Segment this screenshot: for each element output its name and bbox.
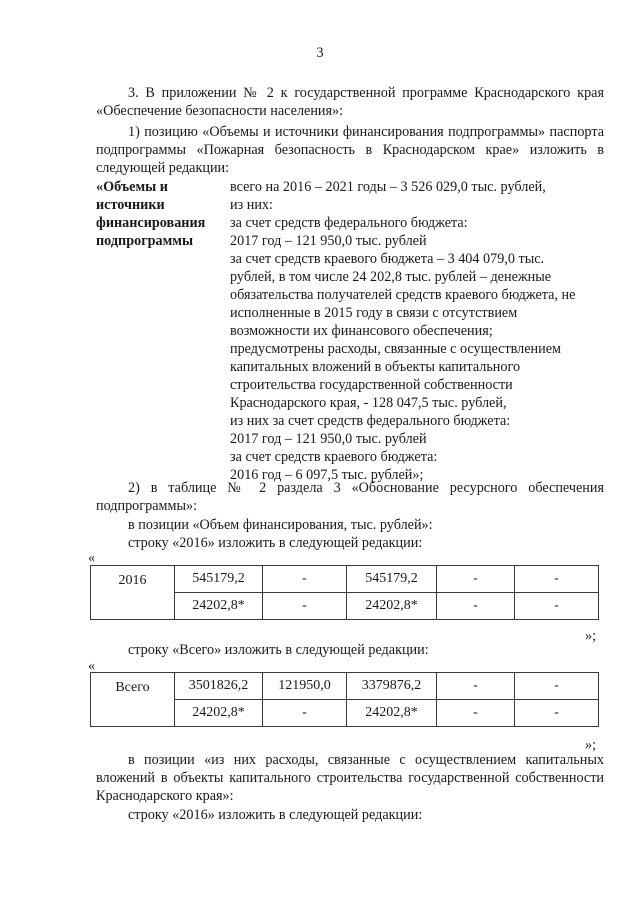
open-quote: « bbox=[88, 550, 96, 566]
item2-paragraph: 2) в таблице № 2 раздела 3 «Обоснование ресурсного обеспечения подпрограммы»: bbox=[96, 480, 604, 514]
intro-paragraph: 3. В приложении № 2 к государственной программе Краснодарского края «Обеспечение безопасности населения»: bbox=[96, 85, 604, 119]
table-row bbox=[91, 566, 599, 593]
table-total bbox=[90, 672, 599, 727]
funding-value-line: рублей, в том числе 24 202,8 тыс. рублей – денежные bbox=[230, 269, 552, 285]
funding-value-line: из них: bbox=[230, 197, 273, 213]
table-cell: Всего bbox=[91, 673, 175, 727]
table-cell: - bbox=[515, 673, 599, 700]
table-cell: - bbox=[263, 593, 347, 620]
table-cell: - bbox=[515, 566, 599, 593]
table-cell: - bbox=[437, 700, 515, 727]
funding-value-line: всего на 2016 – 2021 годы – 3 526 029,0 тыс. рублей, bbox=[230, 179, 546, 195]
table-row bbox=[91, 673, 599, 700]
funding-label bbox=[96, 178, 226, 250]
table-cell: - bbox=[437, 566, 515, 593]
table-cell: 545179,2 bbox=[347, 566, 437, 593]
table-cell: 121950,0 bbox=[263, 673, 347, 700]
table-cell: 24202,8* bbox=[175, 700, 263, 727]
funding-value-line: за счет средств федерального бюджета: bbox=[230, 215, 468, 231]
table-cell: 24202,8* bbox=[347, 700, 437, 727]
page-number: 3 bbox=[316, 45, 324, 61]
funding-label-line: «Объемы и bbox=[96, 179, 168, 195]
funding-value-line: предусмотрены расходы, связанные с осуществлением bbox=[230, 341, 562, 357]
table-cell: - bbox=[437, 593, 515, 620]
table-cell: 3379876,2 bbox=[347, 673, 437, 700]
funding-value-line: строительства государственной собственности bbox=[230, 377, 513, 393]
funding-label-line: подпрограммы bbox=[96, 233, 194, 249]
table-cell: - bbox=[437, 673, 515, 700]
table-cell: 24202,8* bbox=[347, 593, 437, 620]
funding-value-line: возможности их финансового обеспечения; bbox=[230, 323, 493, 339]
table-cell: 24202,8* bbox=[175, 593, 263, 620]
funding-value-line: за счет средств краевого бюджета: bbox=[230, 449, 438, 465]
funding-label-line: финансирования bbox=[96, 215, 206, 231]
table-2016 bbox=[90, 565, 599, 620]
funding-value-line: капитальных вложений в объекты капитального bbox=[230, 359, 521, 375]
total-instruction: строку «Всего» изложить в следующей редакции: bbox=[128, 642, 429, 658]
table-cell: 545179,2 bbox=[175, 566, 263, 593]
funding-value-line: Краснодарского края, - 128 047,5 тыс. рублей, bbox=[230, 395, 507, 411]
item1-paragraph: 1) позицию «Объемы и источники финансирования подпрограммы» паспорта подпрограммы «Пожарная безопасность в Краснодарском крае» изложить в следующей редакции: bbox=[96, 124, 604, 176]
open-quote: « bbox=[88, 658, 96, 674]
funding-value-line: 2017 год – 121 950,0 тыс. рублей bbox=[230, 233, 427, 249]
table-cell: - bbox=[515, 700, 599, 727]
table-cell: - bbox=[263, 566, 347, 593]
funding-value-line: из них за счет средств федерального бюджета: bbox=[230, 413, 511, 429]
row2016-instruction-2: строку «2016» изложить в следующей редакции: bbox=[128, 807, 423, 823]
funding-value-line: 2016 год – 6 097,5 тыс. рублей»; bbox=[230, 467, 424, 483]
table-cell: - bbox=[263, 700, 347, 727]
funding-value-line: обязательства получателей средств краевого бюджета, не bbox=[230, 287, 576, 303]
funding-label-line: источники bbox=[96, 197, 165, 213]
row2016-instruction: строку «2016» изложить в следующей редакции: bbox=[128, 535, 423, 551]
table-cell: 3501826,2 bbox=[175, 673, 263, 700]
table-cell: 2016 bbox=[91, 566, 175, 620]
close-quote: »; bbox=[585, 628, 597, 644]
table-cell: - bbox=[515, 593, 599, 620]
funding-value-line: за счет средств краевого бюджета – 3 404 079,0 тыс. bbox=[230, 251, 545, 267]
funding-value bbox=[230, 178, 602, 484]
funding-value-line: исполненные в 2015 году в связи с отсутствием bbox=[230, 305, 518, 321]
funding-value-line: 2017 год – 121 950,0 тыс. рублей bbox=[230, 431, 427, 447]
capital-paragraph: в позиции «из них расходы, связанные с осуществлением капитальных вложений в объекты капитального строительства государственной собственности Краснодарского края»: bbox=[96, 752, 604, 804]
close-quote: »; bbox=[585, 737, 597, 753]
position-line: в позиции «Объем финансирования, тыс. рублей»: bbox=[128, 517, 433, 533]
